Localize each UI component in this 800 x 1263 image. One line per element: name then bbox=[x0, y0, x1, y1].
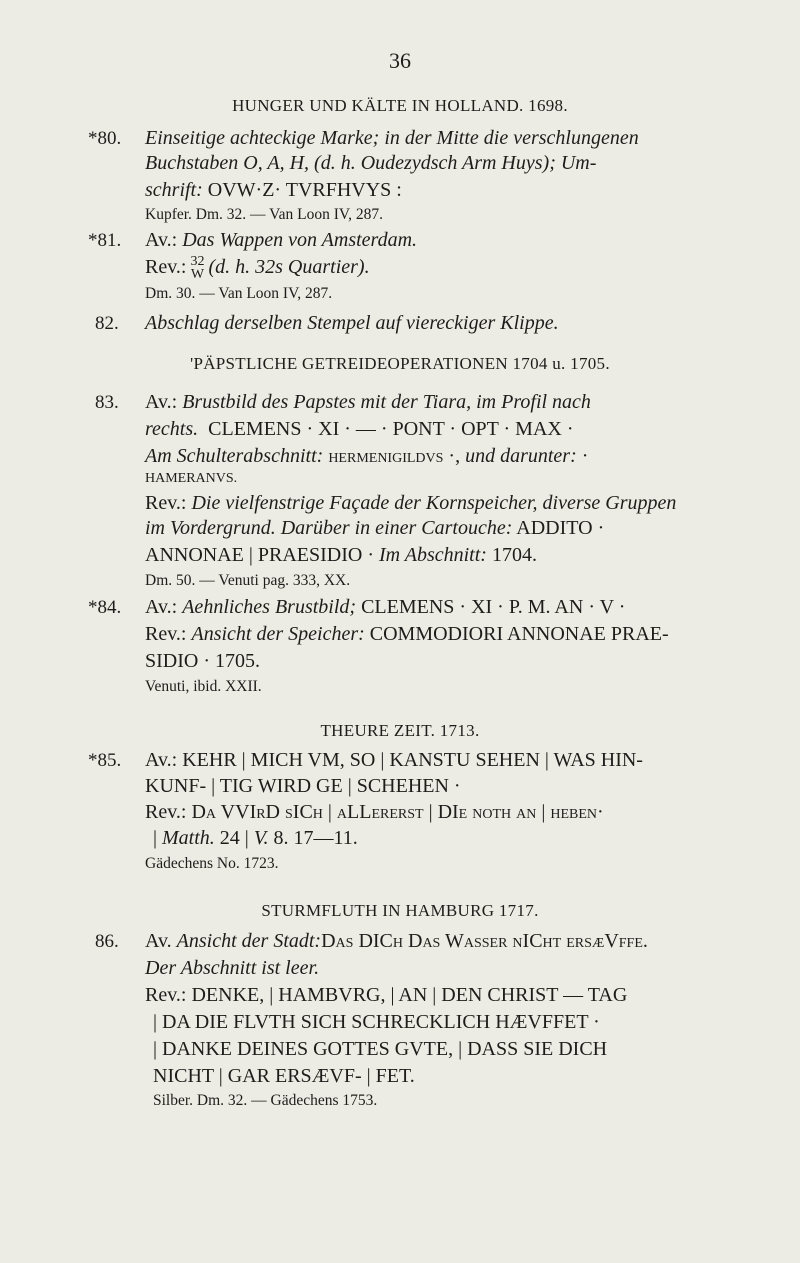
entry-number: *80. bbox=[88, 128, 122, 149]
entry-84-line-2: Rev.: Ansicht der Speicher: COMMODIORI ANNONAE PRAE- bbox=[145, 623, 669, 645]
entry-number: *81. bbox=[88, 230, 122, 251]
entry-80-line-3: schrift: OVW·Z· TVRFHVYS : bbox=[145, 179, 402, 201]
entry-85-line-5: Gädechens No. 1723. bbox=[145, 855, 279, 872]
entry-83-line-2: rechts. CLEMENS · XI · — · PONT · OPT · MAX · bbox=[145, 418, 574, 440]
entry-number: *84. bbox=[88, 597, 122, 618]
section-heading-papal: 'PÄPSTLICHE GETREIDEOPERATIONEN 1704 u. 1705. bbox=[190, 354, 610, 373]
entry-85-line-1: Av.: KEHR | MICH VM, SO | KANSTU SEHEN | WAS HIN- bbox=[145, 749, 643, 771]
entry-81-line-3: Dm. 30. — Van Loon IV, 287. bbox=[145, 285, 333, 302]
entry-84-line-4: Venuti, ibid. XXII. bbox=[145, 678, 262, 695]
entry-86-line-7: Silber. Dm. 32. — Gädechens 1753. bbox=[153, 1092, 378, 1109]
page-number: 36 bbox=[389, 48, 411, 73]
entry-83-line-6: im Vordergrund. Darüber in einer Cartouche: ADDITO · bbox=[145, 517, 605, 539]
entry-86-line-4: | DA DIE FLVTH SICH SCHRECKLICH HÆVFFET · bbox=[153, 1011, 600, 1033]
section-heading-hunger: HUNGER UND KÄLTE IN HOLLAND. 1698. bbox=[232, 96, 568, 115]
entry-number: 82. bbox=[95, 313, 119, 334]
entry-number: 86. bbox=[95, 931, 119, 952]
entry-85-line-4: | Matth. 24 | V. 8. 17—11. bbox=[153, 827, 358, 849]
entry-83-line-8: Dm. 50. — Venuti pag. 333, XX. bbox=[145, 572, 351, 589]
entry-86-line-1: Av. Ansicht der Stadt:Das DICh Das Wasser nICht ersæVffe. bbox=[145, 930, 648, 952]
entry-81-line-1: Av.: Das Wappen von Amsterdam. bbox=[145, 229, 418, 251]
entry-85-line-2: KUNF- | TIG WIRD GE | SCHEHEN · bbox=[145, 775, 461, 797]
entry-86-line-6: NICHT | GAR ERSÆVF- | FET. bbox=[153, 1065, 415, 1087]
section-heading-sturmfluth: STURMFLUTH IN HAMBURG 1717. bbox=[261, 901, 539, 920]
entry-80-line-2: Buchstaben O, A, H, (d. h. Oudezydsch Arm Huys); Um- bbox=[145, 152, 597, 174]
entry-84-line-3: SIDIO · 1705. bbox=[145, 650, 260, 672]
entry-81-line-2: Rev.: 32 W (d. h. 32s Quartier). bbox=[145, 254, 370, 283]
entry-86-line-2: Der Abschnitt ist leer. bbox=[145, 957, 320, 979]
entry-83-line-1: Av.: Brustbild des Papstes mit der Tiara, im Profil nach bbox=[145, 391, 591, 413]
entry-80-line-1: Einseitige achteckige Marke; in der Mitte die verschlungenen bbox=[145, 127, 639, 149]
entry-86-line-5: | DANKE DEINES GOTTES GVTE, | DASS SIE DICH bbox=[153, 1038, 608, 1060]
entry-83-line-3: Am Schulterabschnitt: HERMENIGILDVS ·, und darunter: · bbox=[145, 445, 589, 467]
entry-83-line-4: HAMERANVS. bbox=[145, 471, 238, 486]
entry-83-line-5: Rev.: Die vielfenstrige Façade der Kornspeicher, diverse Gruppen bbox=[145, 492, 677, 514]
section-heading-theure: THEURE ZEIT. 1713. bbox=[320, 721, 480, 740]
entry-83-line-7: ANNONAE | PRAESIDIO · Im Abschnitt: 1704. bbox=[145, 544, 537, 566]
entry-86-line-3: Rev.: DENKE, | HAMBVRG, | AN | DEN CHRIST — TAG bbox=[145, 984, 628, 1006]
entry-number: *85. bbox=[88, 750, 122, 771]
entry-82-line-1: Abschlag derselben Stempel auf viereckiger Klippe. bbox=[145, 312, 559, 334]
entry-80-line-4: Kupfer. Dm. 32. — Van Loon IV, 287. bbox=[145, 206, 383, 223]
entry-84-line-1: Av.: Aehnliches Brustbild; CLEMENS · XI · P. M. AN · V · bbox=[145, 596, 626, 618]
entry-number: 83. bbox=[95, 392, 119, 413]
entry-85-line-3: Rev.: Da VVIrD sICh | aLLererst | DIe noth an | heben· bbox=[145, 801, 604, 823]
quarter-fraction: 32 W bbox=[190, 254, 205, 283]
